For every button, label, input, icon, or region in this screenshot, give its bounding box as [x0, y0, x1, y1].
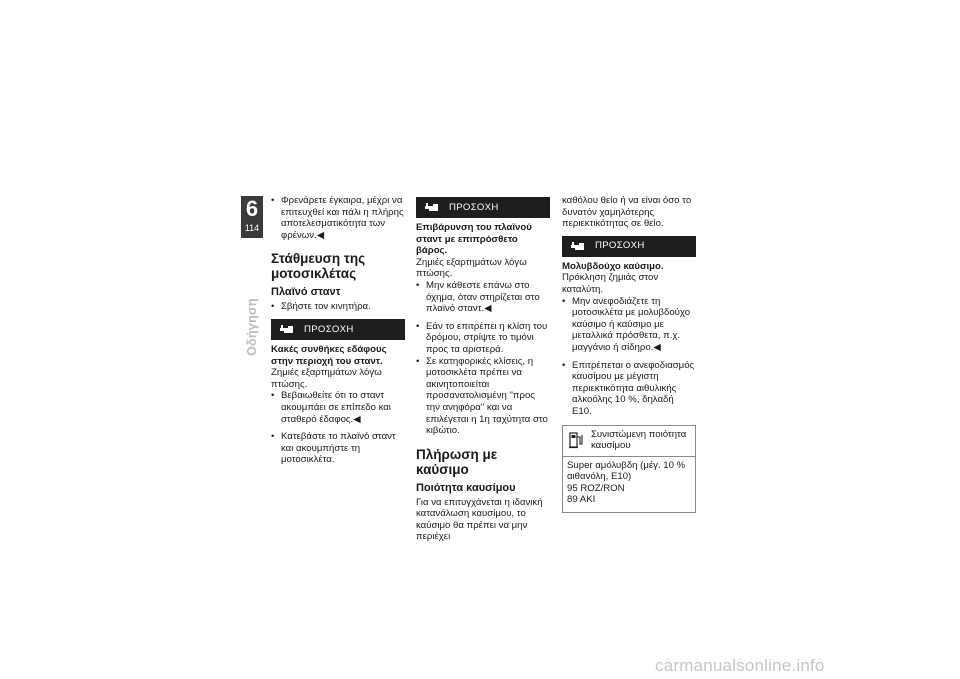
warning-banner — [562, 236, 696, 257]
bullet-ethanol: • Επιτρέπεται ο ανεφοδιασμός καυσίμου με μέγιστη περιεκτικότητα αιθυλικής αλκοόλης 10 %, δηλαδή E10. — [562, 360, 696, 418]
bullet-ground: • Βεβαιωθείτε ότι το σταντ ακουμπάει σε επίπεδο και σταθερό έδαφος.◀ — [271, 390, 405, 425]
heading-refuel: Πλήρωση με καύσιμο — [416, 446, 498, 477]
warning-label: ΠΡΟΣΟΧΗ — [304, 323, 354, 335]
warning-text: Ζημιές εξαρτημάτων λόγω πτώσης. — [416, 256, 527, 280]
watermark: carmanualsonline.info — [655, 656, 825, 675]
fuel-spec-line: Super αμόλυβδη (μέγ. 10 % αιθανόλη, E10) — [567, 459, 686, 483]
warning-text: Πρόκληση ζημιάς στον καταλύτη. — [562, 272, 659, 295]
chapter-tab — [241, 196, 263, 238]
page-number: 114 — [244, 223, 260, 233]
warning-label: ΠΡΟΣΟΧΗ — [449, 201, 499, 213]
caution-hand-icon — [279, 324, 295, 335]
column-1 — [271, 195, 405, 466]
section-title-vertical: Οδήγηση — [245, 298, 259, 356]
caution-hand-icon — [570, 241, 586, 252]
warning-title: Επιβάρυνση του πλαϊνού σταντ με επιπρόσθετο βάρος. — [416, 222, 532, 257]
bullet-fold-stand: • Κατεβάστε το πλαϊνό σταντ και ακουμπήστε τη μοτοσικλέτα. — [271, 431, 405, 466]
continued-text: καθόλου θείο ή να είναι όσο το δυνατόν χαμηλότερης περιεκτικότητας σε θείο. — [562, 195, 692, 230]
fuel-spec-title: Συνιστώμενη ποιότητα καυσίμου — [591, 428, 687, 452]
bullet-brake: • Φρενάρετε έγκαιρα, μέχρι να επιτευχθεί και πάλι η πλήρης αποτελεσματικότητα των φρένων.◀ — [271, 195, 405, 241]
bullet-no-leaded: • Μην ανεφοδιάζετε τη μοτοσικλέτα με μολυβδούχο καύσιμο ή καύσιμο με μεταλλικά πρόσθετα, π.χ. μαγγάνιο ή σίδηρο.◀ — [562, 296, 696, 354]
bullet-steer-left: • Εάν το επιτρέπει η κλίση του δρόμου, στρίψτε το τιμόνι προς τα αριστερά. — [416, 321, 550, 356]
fuel-quality-text: Για να επιτυγχάνεται η ιδανική κατανάλωση καυσίμου, το καύσιμο θα πρέπει να μην περιέχει — [416, 496, 543, 543]
bullet-engine-off: • Σβήστε τον κινητήρα. — [271, 301, 405, 313]
heading-fuel-quality: Ποιότητα καυσίμου — [416, 481, 516, 494]
bullet-no-sitting: • Μην κάθεστε επάνω στο όχημα, όταν στηρίζεται στο πλαϊνό σταντ.◀ — [416, 280, 550, 315]
chapter-number: 6 — [245, 196, 259, 221]
caution-hand-icon — [424, 202, 440, 213]
warning-banner — [271, 319, 405, 340]
column-3 — [562, 195, 696, 513]
heading-parking: Στάθμευση της μοτοσικλέτας — [271, 251, 366, 282]
warning-label: ΠΡΟΣΟΧΗ — [595, 240, 645, 252]
column-2 — [416, 195, 550, 543]
warning-text: Ζημιές εξαρτημάτων λόγω πτώσης. — [271, 367, 382, 390]
fuel-pump-icon — [569, 431, 583, 449]
fuel-spec-body — [563, 457, 695, 512]
heading-sidestand: Πλαϊνό σταντ — [271, 286, 341, 299]
fuel-spec-box — [562, 425, 696, 514]
bullet-first-gear: • Σε κατηφορικές κλίσεις, η μοτοσικλέτα πρέπει να ακινητοποιείται προσανατολισμένη "προς την ανηφόρα" και να επιλέγεται η 1η ταχύτητα στο κιβώτιο. — [416, 356, 550, 437]
fuel-spec-line: 89 AKI — [567, 494, 596, 506]
warning-title: Κακές συνθήκες εδάφους στην περιοχή του σταντ. — [271, 343, 387, 367]
warning-title: Μολυβδούχο καύσιμο. — [562, 260, 664, 272]
fuel-spec-line: 95 ROZ/RON — [567, 482, 625, 494]
fuel-spec-header — [563, 426, 695, 457]
warning-banner — [416, 197, 550, 218]
